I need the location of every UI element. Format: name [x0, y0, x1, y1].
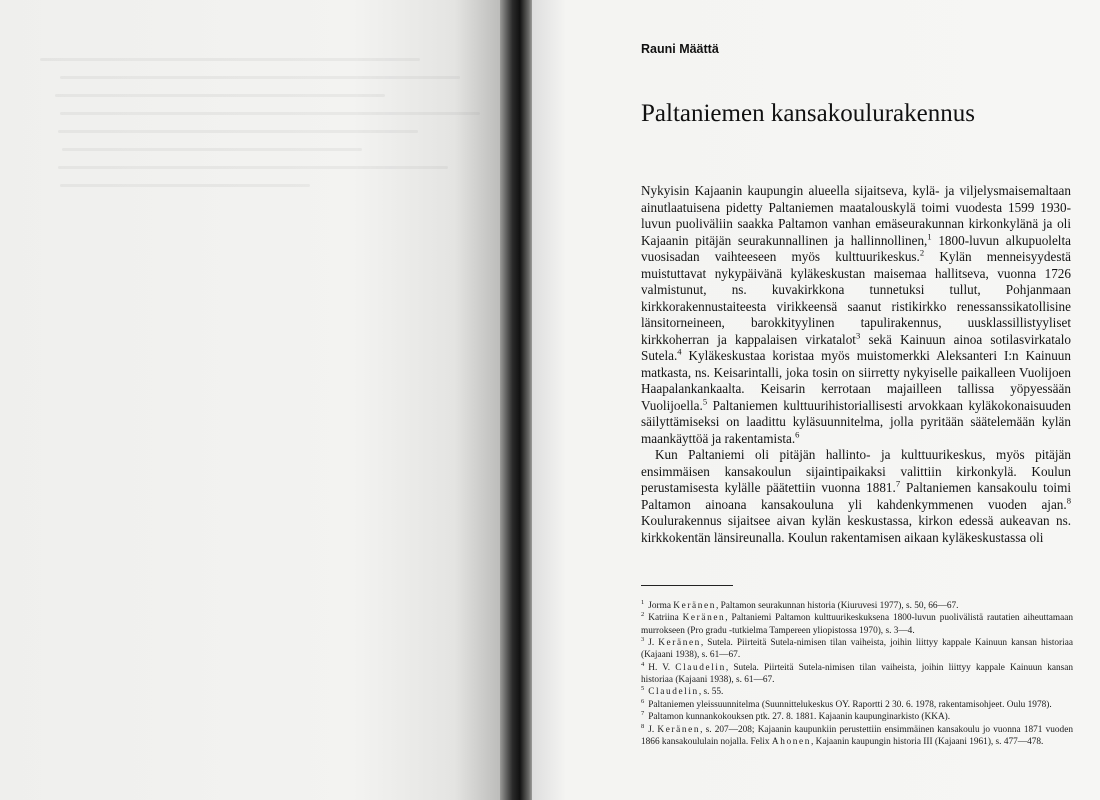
- show-through-line: [40, 58, 420, 61]
- footnote-number: 2: [641, 611, 645, 619]
- text-run: Kun Paltaniemi oli pitäjän hallinto- ja kulttuurikeskus, myös pitäjän ensimmäisen kansakoulun sijaintipaikaksi valittiin kirkonkylä. Koulun perustamisesta kylälle päätettiin vuonna 1881.: [641, 447, 1071, 495]
- spaced-author-name: Claudelin: [648, 687, 699, 698]
- text-run: , Sutela. Piirteitä Sutela-nimisen tilan vaiheista, joihin liittyy kappale Kainuun kansan historiaa (Kajaani 1938), s. 61—67.: [641, 638, 1073, 661]
- text-run: J.: [648, 638, 659, 649]
- show-through-line: [60, 112, 480, 115]
- footnote-ref: 6: [795, 429, 800, 440]
- left-page: [0, 0, 505, 800]
- footnote-divider: [641, 585, 733, 586]
- footnote-number: 8: [641, 722, 645, 730]
- footnote-number: 6: [641, 697, 645, 705]
- text-run: sekä Kainuun ainoa sotilasvirkatalo Sutela.: [641, 331, 1071, 363]
- text-run: , Kajaanin kaupungin historia III (Kajaani 1961), s. 477—478.: [810, 736, 1044, 747]
- footnote-ref: 5: [702, 396, 708, 407]
- text-run: Jorma: [648, 601, 674, 611]
- text-run: Katriina: [648, 613, 683, 624]
- show-through-line: [62, 148, 362, 151]
- spaced-author-name: Claudelin: [675, 662, 726, 673]
- footnote-number: 4: [641, 660, 645, 668]
- show-through-line: [60, 184, 310, 187]
- text-run: , Paltamon seurakunnan historia (Kiuruvesi 1977), s. 50, 66—67.: [715, 601, 959, 611]
- text-run: , s. 55.: [698, 687, 724, 698]
- show-through-line: [60, 76, 460, 79]
- spaced-author-name: Ahonen: [771, 736, 811, 747]
- paragraph: [641, 447, 1071, 546]
- spaced-author-name: Keränen: [657, 724, 701, 735]
- footnote: [641, 612, 1073, 636]
- article-title: Paltaniemen kansakoulurakennus: [641, 100, 975, 127]
- paragraph: [641, 183, 1071, 447]
- footnote: [641, 724, 1073, 748]
- footnote: [641, 662, 1073, 686]
- footnote-ref: 1: [927, 231, 932, 242]
- text-run: Kylän menneisyydestä muistuttavat nykypäivänä kyläkeskustan maisemaa hallitseva, vuonna 1726 valmistunut, ns. kuvakirkkona tunnetuksi tullut, Pohjanmaan kirkkorakennustaiteesta virikkeensä saanut ristikirkko renessanssikatollisine länsitorneineen, barokkityylinen tapulirakennus, uusklassillistyyliset kirkkoherran ja kappalaisen virkatalot: [641, 249, 1071, 347]
- text-run: , Sutela. Piirteitä Sutela-nimisen tilan vaiheista, joihin liittyy kappale Kainuun kansan historiaa (Kajaani 1938), s. 61—67.: [641, 662, 1074, 685]
- author-name: Rauni Määttä: [641, 42, 719, 56]
- text-run: Paltaniemen kansakoulu toimi Paltamon ainoana kansakouluna yli kahdenkymmenen vuoden ajan.: [641, 480, 1071, 512]
- show-through-line: [55, 94, 385, 97]
- text-run: Koulurakennus sijaitsee aivan kylän keskustassa, kirkon edessä aukeavan ns. kirkkokentän länsireunalla. Koulun rakentamisen aikaan kyläkeskustassa oli: [641, 513, 1071, 545]
- footnote: [641, 686, 1073, 698]
- footnotes: [641, 600, 1073, 748]
- footnote: [641, 600, 1073, 612]
- text-run: Kyläkeskustaa koristaa myös muistomerkki Aleksanteri I:n Kainuun matkasta, ns. Keisarintalli, joka tosin on siirretty nykyiselle paikalleen Vuolijoen Haapalankankaalta. Keisarin kerrotaan majailleen tallissa yöpyessään Vuolijoella.: [641, 348, 1071, 413]
- footnote-ref: 4: [677, 346, 682, 357]
- text-run: Paltaniemen kulttuurihistoriallisesti arvokkaan kyläkokonaisuuden säilyttämiseksi on laadittu kyläsuunnitelma, jolla pyritään säätelemään kylän maankäyttöä ja rakentamista.: [641, 397, 1071, 446]
- spaced-author-name: Keränen: [682, 613, 726, 624]
- body-text: [641, 183, 1071, 546]
- text-run: 1800-luvun alkupuolelta vuosisadan vaihteeseen myös kulttuurikeskus.: [641, 232, 1071, 264]
- text-run: Paltaniemen yleissuunnitelma (Suunnittelukeskus OY. Raportti 2 30. 6. 1978, rakentamisohjeet. Oulu 1978).: [648, 699, 1052, 710]
- text-run: H. V.: [648, 662, 676, 673]
- footnote-ref: 2: [919, 247, 925, 258]
- text-run: Nykyisin Kajaanin kaupungin alueella sijaitseva, kylä- ja viljelysmaisemaltaan ainutlaatuisena pidetty Paltaniemen maatalouskylä toimi vuodesta 1599 1930-luvun puoliväliin saakka Paltamon vanhan emäseurakunnan kirkonkylänä ja oli Kajaanin pitäjän seurakunnallinen ja hallinnollinen,: [641, 183, 1071, 248]
- footnote: [641, 711, 1073, 723]
- footnote-number: 1: [641, 598, 645, 606]
- text-run: , s. 207—208; Kajaanin kaupunkiin perustettiin ensimmäinen kansakoulu jo vuonna 1871 vuoden 1866 kansakoululain nojalla. Felix: [641, 724, 1073, 747]
- footnote-number: 7: [641, 710, 645, 718]
- footnote-ref: 3: [855, 330, 861, 341]
- footnote-ref: 8: [1066, 495, 1071, 506]
- footnote: [641, 637, 1073, 661]
- book-gutter: [500, 0, 536, 800]
- spaced-author-name: Keränen: [673, 601, 716, 611]
- text-run: Paltamon kunnankokouksen ptk. 27. 8. 1881. Kajaanin kaupunginarkisto (KKA).: [648, 712, 951, 723]
- footnote-number: 5: [641, 685, 645, 693]
- footnote: [641, 699, 1073, 711]
- text-run: J.: [648, 724, 658, 735]
- footnote-number: 3: [641, 635, 645, 643]
- show-through-line: [58, 166, 448, 169]
- spaced-author-name: Keränen: [658, 638, 701, 649]
- footnote-ref: 7: [895, 478, 901, 489]
- show-through-line: [58, 130, 418, 133]
- text-run: , Paltaniemi Paltamon kulttuurikeskuksena 1800-luvun puolivälistä rautatien aiheuttamaan murrokseen (Pro gradu -tutkielma Tampereen yliopistossa 1970), s. 3—4.: [641, 613, 1073, 636]
